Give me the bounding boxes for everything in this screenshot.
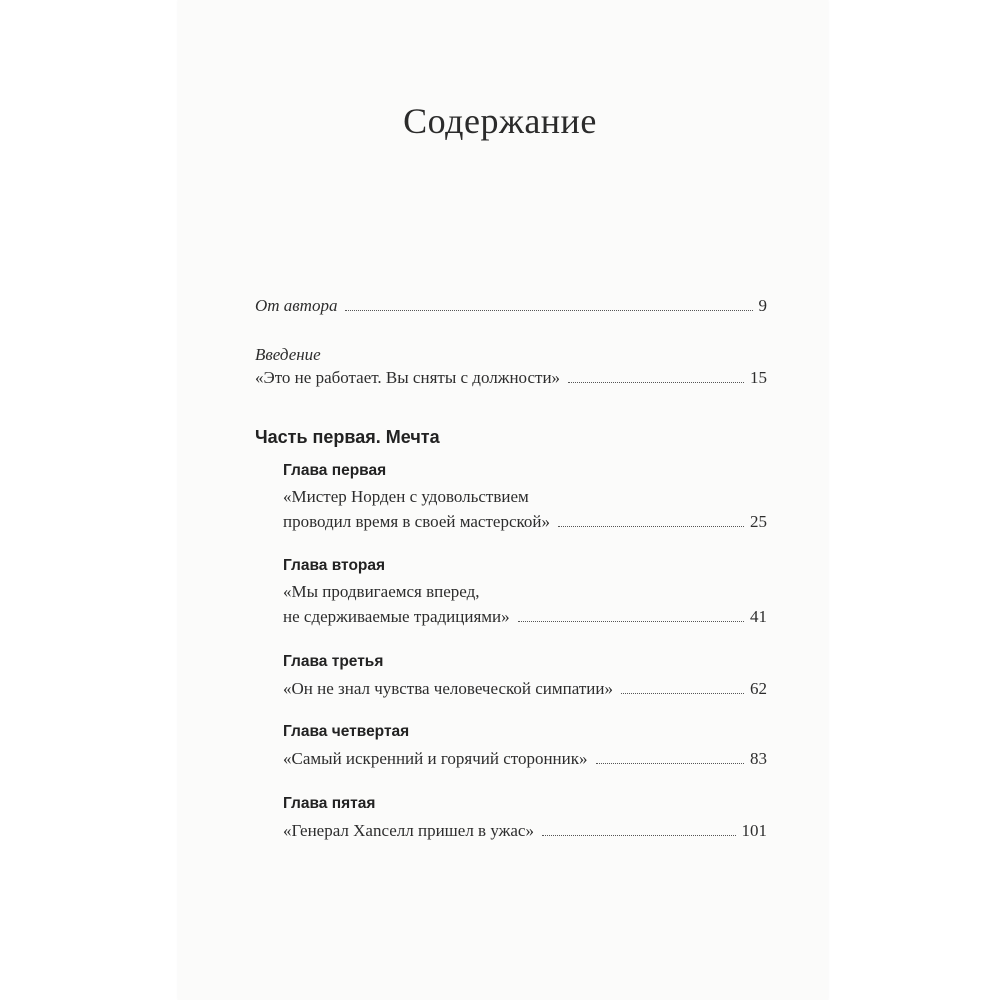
page-number: 83 [750,749,767,768]
chapter-title-line: «Мы продвигаемся вперед, [283,582,480,601]
toc-entry-from-author [255,296,767,316]
chapter-label: Глава пятая [283,795,376,812]
toc-entry-chapter-1 [283,512,767,532]
chapter-label: Глава четвертая [283,723,410,740]
dot-leader [542,834,736,836]
chapter-label: Глава вторая [283,557,386,574]
toc-entry-chapter-5 [283,821,767,841]
bleed-through-text [640,70,644,87]
dot-leader [558,525,744,527]
part-heading: Часть первая. Мечта [255,427,440,447]
dot-leader [518,620,744,622]
chapter-label: Глава третья [283,653,384,670]
chapter-title-line: «Самый искренний и горячий сторонник» [283,749,588,768]
toc-entry-chapter-4 [283,749,767,769]
toc-entry-chapter-2 [283,607,767,627]
page-number: 101 [741,821,767,840]
page-number: 41 [750,607,767,626]
page-title: Содержание [403,101,597,141]
page-number: 62 [750,679,767,698]
toc-entry-label: От автора [255,296,338,315]
dot-leader [345,309,752,311]
chapter-title-line: «Генерал Хanселл пришел в ужас» [283,821,534,840]
page-number: 15 [750,368,767,387]
dot-leader [596,762,744,764]
chapter-title-line: «Мистер Норден с удовольствием [283,487,529,506]
chapter-label: Глава первая [283,462,387,479]
chapter-title-line: проводил время в своей мастерской» [283,512,550,531]
toc-entry-title: «Это не работает. Вы сняты с должности» [255,368,561,387]
chapter-title-line: не сдерживаемые традициями» [283,607,510,626]
dot-leader [621,692,744,694]
toc-entry-introduction [255,368,767,388]
chapter-title-line: «Он не знал чувства человеческой симпатии» [283,679,613,698]
dot-leader [568,381,744,383]
page-number: 25 [750,512,767,531]
toc-entry-chapter-3 [283,679,767,699]
page-number: 9 [758,296,767,315]
toc-entry-label-introduction: Введение [255,345,321,364]
